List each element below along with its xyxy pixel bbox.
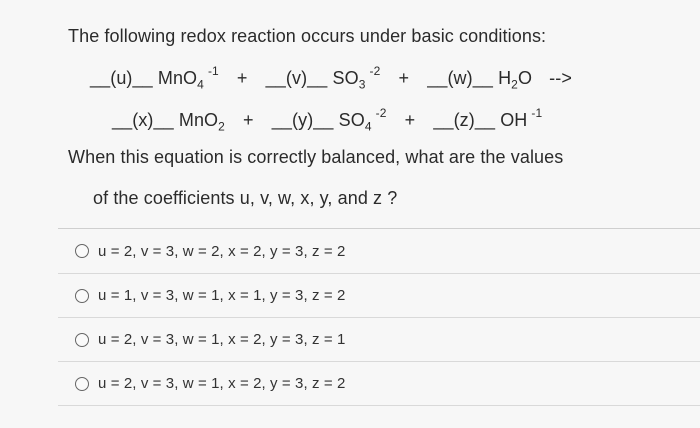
- term-y: [271, 106, 392, 134]
- answer-option-4[interactable]: [58, 361, 700, 406]
- equation-reactants: [90, 66, 572, 92]
- sub-mno4: 4: [197, 77, 204, 92]
- question-title: The following redox reaction occurs under basic conditions:: [68, 26, 547, 46]
- coef-w: __(w)__: [427, 68, 499, 88]
- plus-sign: +: [243, 110, 254, 130]
- option-label: u = 2, v = 3, w = 2, x = 2, y = 3, z = 2: [98, 242, 346, 260]
- plus-sign: +: [404, 110, 416, 130]
- radio-button[interactable]: [75, 244, 89, 258]
- term-w: [427, 68, 537, 92]
- sub-so4: 4: [364, 119, 372, 134]
- question-text-line2: of the coefficients u, v, w, x, y, and z ?: [93, 188, 398, 208]
- sub-mno2: 2: [218, 119, 225, 134]
- coef-v: __(v)__: [265, 68, 333, 88]
- reaction-arrow: -->: [549, 68, 572, 88]
- question-text-line1: When this equation is correctly balanced, what are the values: [68, 147, 564, 167]
- answer-option-1[interactable]: [58, 228, 700, 273]
- answer-options: [58, 228, 700, 406]
- plus-sign: +: [398, 68, 410, 88]
- term-u: [90, 64, 224, 92]
- option-label: u = 2, v = 3, w = 1, x = 2, y = 3, z = 2: [98, 375, 346, 392]
- charge-mno4: -1: [207, 64, 219, 78]
- formula-so4: SO: [338, 110, 365, 130]
- formula-mno4: MnO: [157, 68, 198, 88]
- answer-option-2[interactable]: [58, 273, 700, 317]
- plus-sign: +: [236, 68, 248, 88]
- term-z: [433, 106, 543, 130]
- term-x: [112, 110, 230, 134]
- charge-so4: -2: [375, 106, 387, 120]
- option-label: u = 1, v = 3, w = 1, x = 1, y = 3, z = 2: [98, 287, 346, 304]
- radio-button[interactable]: [75, 377, 89, 391]
- charge-oh: -1: [531, 106, 543, 120]
- term-v: [265, 64, 386, 92]
- coef-y: __(y)__: [271, 110, 339, 130]
- sub-h2o: 2: [511, 77, 518, 92]
- coef-z: __(z)__: [433, 110, 501, 130]
- sub-so3: 3: [358, 77, 366, 92]
- formula-oh: OH: [500, 110, 528, 130]
- formula-so3: SO: [332, 68, 359, 88]
- option-label: u = 2, v = 3, w = 1, x = 2, y = 3, z = 1: [98, 331, 346, 348]
- coef-u: __(u)__: [90, 68, 158, 88]
- formula-h2o-tail: O: [517, 68, 533, 88]
- formula-h2o: H: [498, 68, 512, 88]
- answer-option-3[interactable]: [58, 317, 700, 361]
- coef-x: __(x)__: [112, 110, 179, 130]
- radio-button[interactable]: [75, 289, 89, 303]
- charge-so3: -2: [369, 64, 381, 78]
- formula-mno2: MnO: [178, 110, 219, 130]
- radio-button[interactable]: [75, 333, 89, 347]
- equation-products: [112, 108, 542, 134]
